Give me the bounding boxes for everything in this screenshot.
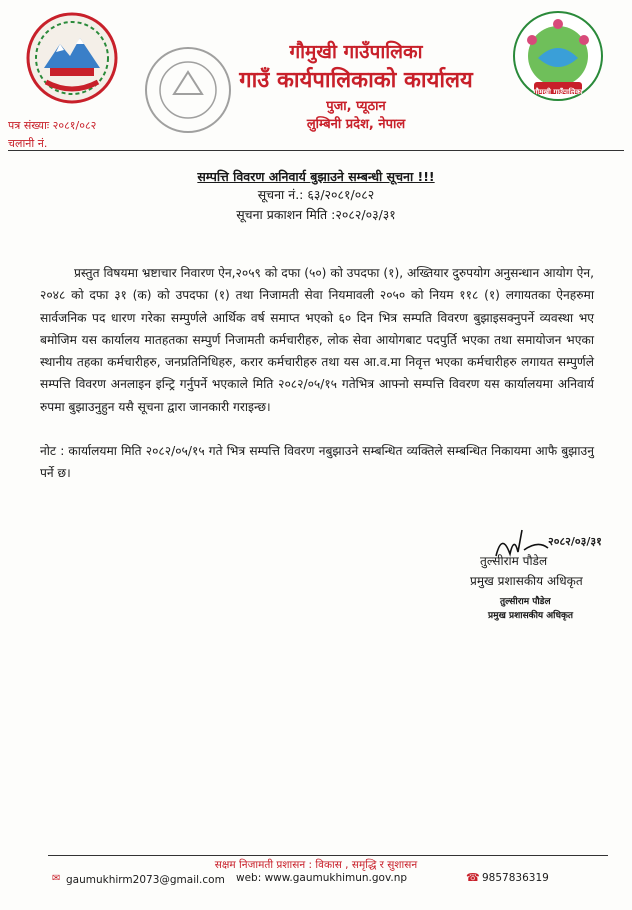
notice-date: सूचना प्रकाशन मिति :२०८२/०३/३१ — [236, 207, 396, 222]
address-line-1: पुजा, प्यूठान — [326, 99, 386, 114]
notice-body — [40, 262, 594, 418]
stamp-name: तुल्सीराम पौडेल — [500, 597, 551, 607]
dispatch-number: चलानी नं. — [8, 137, 48, 150]
stamp-designation: प्रमुख प्रशासकीय अधिकृत — [488, 611, 574, 621]
right-logo-caption: गौमुखी गाउँपालिका — [533, 88, 583, 96]
municipality-name: गौमुखी गाउँपालिका — [289, 41, 423, 63]
notice-number: सूचना नं.: ६३/२०८१/०८२ — [257, 187, 375, 202]
notice-subject: सम्पत्ति विवरण अनिवार्य बुझाउने सम्बन्धी सूचना !!! — [197, 169, 435, 184]
signatory-designation: प्रमुख प्रशासकीय अधिकृत — [470, 574, 583, 588]
ref-number: पत्र संख्याः २०८१/०८२ — [8, 119, 97, 132]
signatory-name: तुल्सीराम पौडेल — [480, 554, 548, 568]
notice-note: नोट : कार्यालयमा मिति २०८२/०५/१५ गते भित्र सम्पत्ति विवरण नबुझाउने सम्बन्धित व्यक्तिले सम्बन्धित निकायमा आफै बुझाउनु पर्ने छ। — [40, 444, 594, 481]
mail-icon: ✉ — [52, 873, 61, 884]
footer-email: gaumukhirm2073@gmail.com — [66, 874, 225, 886]
header-divider — [8, 150, 624, 151]
phone-icon: ☎ — [466, 871, 480, 884]
office-name: गाउँ कार्यपालिकाको कार्यालय — [239, 68, 473, 93]
footer-website: web: www.gaumukhimun.gov.np — [236, 872, 408, 884]
signature-date: २०८२/०३/३१ — [548, 535, 602, 548]
footer-divider — [48, 855, 608, 856]
address-line-2: लुम्बिनी प्रदेश, नेपाल — [306, 117, 406, 132]
notice-body-text: प्रस्तुत विषयमा भ्रष्टाचार निवारण ऐन,२०५९ को दफा (५०) को उपदफा (१), अख्तियार दुरुपयोग अनुसन्धान आयोग ऐन, २०४८ को दफा ३१ (क) को उपदफा (१) तथा निजामती सेवा नियमावली २०५० को नियम ११८ (१) लगायतका ऐनहरुमा सार्वजनिक पद धारण गरेका सम्पुर्णले आर्थिक वर्ष समाप्त भएको ६० दिन भित्र सम्पति विवरण बुझाइसक्नुपर्ने व्यवस्था भए बमोजिम यस कार्यालय मातहतका सम्पुर्ण निजामती कर्मचारीहरु, लोक सेवा आयोगबाट पदपुर्ति भएका तथा समायोजन भएका स्थानीय तहका कर्मचारीहरु, जनप्रतिनिधिहरु, करार कर्मचारीहरु तथा यस आ.व.मा निवृत्त भएका कर्मचारीहरु लगायत सम्पुर्णले सम्पत्ति विवरण अनलाइन इन्ट्रि गर्नुपर्ने भएकाले मिति २०८२/०५/१५ गतेभित्र आफ्नो सम्पत्ति विवरण यस कार्यालयमा अनिवार्य रुपमा बुझाउनुहुन यसै सूचना द्वारा जानकारी गराइन्छ। — [40, 266, 594, 414]
footer-motto: सक्षम निजामती प्रशासन : विकास , समृद्धि र सुशासन — [214, 859, 418, 871]
footer-phone: 9857836319 — [482, 872, 549, 884]
